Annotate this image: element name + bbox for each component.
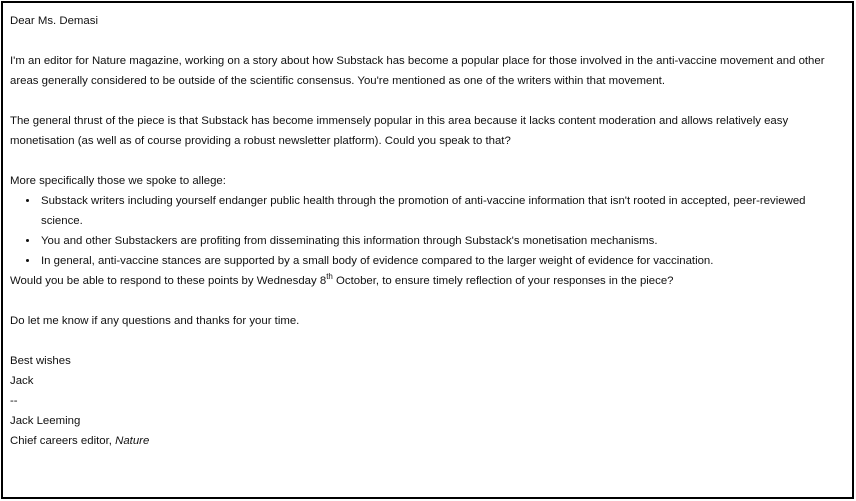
date-ordinal-suffix: th [326,272,333,281]
allegations-intro: More specifically those we spoke to allege: [10,175,226,187]
allegations-list [10,191,846,271]
sender-short-name: Jack [10,375,34,387]
list-item: • In general, anti-vaccine stances are supported by a small body of evidence compared to the larger weight of evidence for vaccination. [39,251,846,271]
email-frame [1,1,854,499]
signature-publication: Nature [115,435,150,447]
greeting: Dear Ms. Demasi [10,15,98,27]
signature-separator: -- [10,395,18,407]
email-body [10,11,846,451]
signature-title-prefix: Chief careers editor, [10,435,116,447]
request-after-date: October, to ensure timely reflection of your responses in the piece? [332,275,674,287]
signature-title [10,431,846,451]
response-request [10,271,846,291]
paragraph-intro: I'm an editor for Nature magazine, working on a story about how Substack has become a popular place for those involved in the anti-vaccine movement and other areas generally considered to be outside of the scientific consensus. You're mentioned as one of the writers within that movement. [10,55,825,87]
closing-line: Do let me know if any questions and thanks for your time. [10,315,300,327]
signature-name: Jack Leeming [10,415,81,427]
list-item: • Substack writers including yourself endanger public health through the promotion of anti-vaccine information that isn't rooted in accepted, peer-reviewed science. [39,191,846,231]
list-item: • You and other Substackers are profiting from disseminating this information through Substack's monetisation mechanisms. [39,231,846,251]
sign-off: Best wishes [10,355,71,367]
paragraph-thrust: The general thrust of the piece is that Substack has become immensely popular in this area because it lacks content moderation and allows relatively easy monetisation (as well as of course providing a robust newsletter platform). Could you speak to that? [10,115,789,147]
request-before-date: Would you be able to respond to these points by Wednesday 8 [10,275,327,287]
